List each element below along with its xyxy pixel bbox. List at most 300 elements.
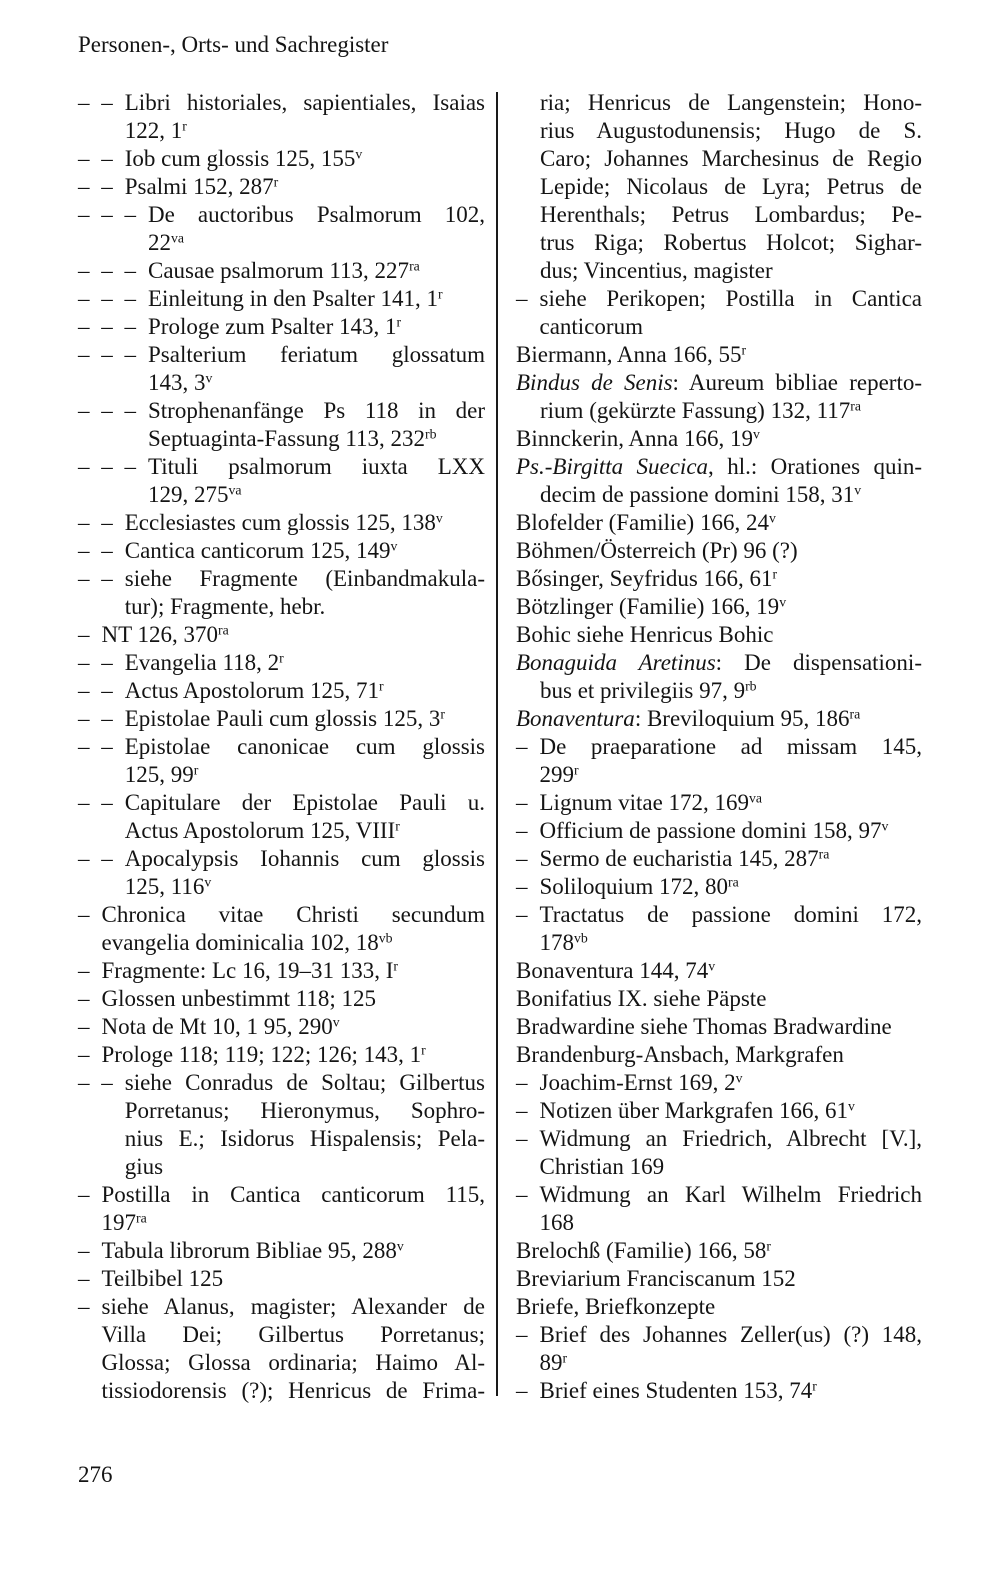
entry-body [540, 789, 923, 817]
index-line [516, 565, 922, 593]
index-line [148, 201, 485, 229]
italic-name: Bindus de Senis [516, 370, 673, 395]
entry-body [102, 1265, 486, 1293]
index-line [148, 341, 485, 369]
index-line [516, 453, 922, 481]
entry-text: Glossa; Glossa ordinaria; Haimo Al- [101, 1350, 485, 1375]
entry-body [516, 621, 922, 649]
index-line [516, 229, 922, 257]
index-line [516, 985, 922, 1013]
folio-superscript: ra [850, 398, 861, 414]
folio-superscript: r [273, 174, 279, 190]
index-line [102, 929, 486, 957]
index-line [148, 257, 485, 285]
entry-dash: – [516, 1322, 528, 1347]
entry-dash: – – [78, 734, 113, 759]
entry-text: Evangelia 118, 2 [124, 650, 280, 675]
index-line [102, 621, 486, 649]
index-line [102, 1209, 486, 1237]
index-line [540, 1377, 923, 1405]
entry-text: Bonaventura 144, 74 [516, 958, 709, 983]
entry-dash: – [516, 1182, 528, 1207]
entry-dash: – [516, 1098, 528, 1123]
index-entry [516, 789, 922, 817]
entry-body [540, 1097, 923, 1125]
entry-text: Widmung an Karl Wilhelm Friedrich [539, 1182, 922, 1207]
index-line [540, 873, 923, 901]
index-entry [516, 873, 922, 901]
entry-body [516, 1013, 922, 1041]
entry-dash: – [516, 846, 528, 871]
entry-body [125, 649, 485, 677]
entry-body [540, 1125, 923, 1181]
index-line [125, 705, 485, 733]
folio-superscript: v [779, 594, 787, 610]
index-entry [516, 537, 922, 565]
entry-body [125, 537, 485, 565]
entry-dash: – – – [78, 454, 136, 479]
index-line [516, 117, 922, 145]
index-entry [516, 425, 922, 453]
entry-text: 168 [539, 1210, 574, 1235]
entry-body [125, 845, 485, 901]
index-entry [516, 1069, 922, 1097]
index-entry [78, 649, 485, 677]
index-line [102, 1237, 486, 1265]
index-line [540, 901, 923, 929]
index-entry [516, 985, 922, 1013]
entry-text: Brandenburg-Ansbach, Markgrafen [516, 1042, 844, 1067]
entry-text: Böhmen/Österreich (Pr) 96 (?) [516, 538, 798, 563]
entry-text: 122, 1 [124, 118, 183, 143]
entry-text: Chronica vitae Christi secundum [101, 902, 485, 927]
entry-body [516, 1293, 922, 1321]
entry-dash: – [78, 1042, 90, 1067]
entry-text: Joachim-Ernst 169, 2 [539, 1070, 736, 1095]
index-line [540, 313, 923, 341]
index-line [540, 817, 923, 845]
index-line [125, 845, 485, 873]
entry-text: : Breviloquium 95, 186 [634, 706, 850, 731]
entry-text: Prologe zum Psalter 143, 1 [148, 314, 397, 339]
entry-text: Brelochß (Familie) 166, 58 [516, 1238, 767, 1263]
entry-body [540, 873, 923, 901]
folio-superscript: v [332, 1014, 340, 1030]
index-line [125, 1153, 485, 1181]
index-entry [78, 733, 485, 789]
index-entry [78, 89, 485, 145]
entry-text: Notizen über Markgrafen 166, 61 [539, 1098, 848, 1123]
entry-body [148, 285, 485, 313]
index-entry [516, 285, 922, 341]
index-line [516, 341, 922, 369]
page-number: 276 [78, 1462, 113, 1487]
entry-body [516, 985, 922, 1013]
index-entry [78, 173, 485, 201]
folio-superscript: v [396, 1238, 404, 1254]
index-line [125, 89, 485, 117]
entry-body [125, 677, 485, 705]
entry-body [540, 845, 923, 873]
index-entry [78, 705, 485, 733]
entry-text: evangelia dominicalia 102, 18 [101, 930, 379, 955]
entry-dash: – [516, 874, 528, 899]
entry-text: 125, 116 [124, 874, 205, 899]
index-entry [516, 1041, 922, 1069]
entry-text: Breviarium Franciscanum 152 [516, 1266, 796, 1291]
index-line [540, 789, 923, 817]
entry-dash: – – – [78, 258, 136, 283]
entry-dash: – [78, 958, 90, 983]
entry-text: 197 [101, 1210, 136, 1235]
index-entry [78, 901, 485, 957]
folio-superscript: r [396, 314, 402, 330]
entry-body [148, 397, 485, 453]
entry-text: Libri historiales, sapientiales, Isaias [124, 90, 485, 115]
index-line [148, 425, 485, 453]
italic-name: Bonaventura [516, 706, 635, 731]
entry-text: 178 [539, 930, 574, 955]
index-entry [78, 145, 485, 173]
entry-body [125, 509, 485, 537]
entry-body [102, 985, 486, 1013]
entry-text: 22 [148, 230, 171, 255]
entry-dash: – – – [78, 342, 136, 367]
entry-text: , hl.: Orationes quin- [708, 454, 923, 479]
index-line [125, 1097, 485, 1125]
entry-text: Cantica canticorum 125, 149 [124, 538, 391, 563]
index-line [148, 285, 485, 313]
index-line [102, 1349, 486, 1377]
entry-dash: – [78, 902, 90, 927]
running-header: Personen-, Orts- und Sachregister [78, 32, 389, 57]
index-line [540, 761, 923, 789]
folio-superscript: v [847, 1098, 855, 1114]
index-line [102, 985, 486, 1013]
entry-text: Bradwardine siehe Thomas Bradwardine [516, 1014, 892, 1039]
index-entry [78, 313, 485, 341]
entry-text: Binnckerin, Anna 166, 19 [516, 426, 753, 451]
entry-dash: – [516, 790, 528, 815]
index-entry [78, 565, 485, 621]
folio-superscript: r [766, 1238, 772, 1254]
folio-superscript: r [393, 958, 399, 974]
index-entry [516, 1265, 922, 1293]
index-entry [516, 1181, 922, 1237]
index-entry [516, 1293, 922, 1321]
entry-text: rius Augustodunensis; Hugo de S. [540, 118, 922, 143]
entry-text: De praeparatione ad missam 145, [539, 734, 922, 759]
entry-text: Ecclesiastes cum glossis 125, 138 [124, 510, 436, 535]
entry-text: Apocalypsis Iohannis cum glossis [124, 846, 485, 871]
entry-text: tissiodorensis (?); Henricus de Frima- [101, 1378, 485, 1403]
index-entry [78, 621, 485, 649]
index-entry [78, 1013, 485, 1041]
entry-body [125, 89, 485, 145]
entry-text: rium (gekürzte Fassung) 132, 117 [540, 398, 851, 423]
index-line [516, 173, 922, 201]
index-line [102, 1181, 486, 1209]
index-line [102, 957, 486, 985]
entry-dash: – [516, 818, 528, 843]
index-line [540, 1153, 923, 1181]
entry-body [125, 145, 485, 173]
folio-superscript: ra [409, 258, 420, 274]
index-line [125, 761, 485, 789]
entry-text: Teilbibel 125 [101, 1266, 224, 1291]
index-line [148, 453, 485, 481]
index-entry [516, 1097, 922, 1125]
index-entry [78, 201, 485, 257]
index-line [540, 1181, 923, 1209]
index-entry [516, 1125, 922, 1181]
entry-text: Actus Apostolorum 125, 71 [124, 678, 380, 703]
entry-body [540, 1069, 923, 1097]
entry-text: Soliloquium 172, 80 [539, 874, 728, 899]
index-line [148, 481, 485, 509]
index-entry [78, 341, 485, 397]
index-line [516, 537, 922, 565]
folio-superscript: v [390, 538, 398, 554]
index-entry [78, 985, 485, 1013]
folio-superscript: v [708, 958, 716, 974]
entry-text: siehe Perikopen; Postilla in Cantica [539, 286, 922, 311]
folio-superscript: v [881, 818, 889, 834]
folio-superscript: r [440, 706, 445, 722]
index-line [148, 397, 485, 425]
entry-dash: – [78, 1266, 90, 1291]
entry-text: 143, 3 [148, 370, 206, 395]
index-entry [78, 1293, 485, 1405]
entry-text: Bősinger, Seyfridus 166, 61 [516, 566, 773, 591]
entry-dash: – – [78, 174, 113, 199]
index-line [102, 901, 486, 929]
entry-text: 125, 99 [124, 762, 194, 787]
folio-superscript: vb [574, 930, 588, 946]
index-line [516, 1237, 922, 1265]
entry-text: siehe Fragmente (Einbandmakula- [124, 566, 485, 591]
index-line [102, 1377, 486, 1405]
folio-superscript: va [171, 230, 185, 246]
folio-superscript: rb [745, 678, 757, 694]
entry-body [540, 901, 923, 957]
entry-text: NT 126, 370 [101, 622, 218, 647]
index-line [125, 145, 485, 173]
index-line [516, 509, 922, 537]
folio-superscript: v [355, 146, 363, 162]
index-line [516, 425, 922, 453]
index-entry [516, 341, 922, 369]
folio-superscript: r [421, 1042, 426, 1058]
entry-body [148, 453, 485, 509]
entry-body [102, 1013, 486, 1041]
entry-body [102, 957, 486, 985]
entry-text: Brief des Johannes Zeller(us) (?) 148, [539, 1322, 922, 1347]
entry-dash: – [516, 1378, 528, 1403]
entry-text: Iob cum glossis 125, 155 [124, 146, 356, 171]
entry-body [516, 369, 922, 425]
entry-text: Psalmi 152, 287 [124, 174, 274, 199]
entry-body [102, 1237, 486, 1265]
entry-body [516, 453, 922, 509]
entry-body [125, 733, 485, 789]
entry-text: Epistolae canonicae cum glossis [124, 734, 485, 759]
index-line [540, 1349, 923, 1377]
entry-body [516, 537, 922, 565]
index-entry [516, 957, 922, 985]
index-line [125, 1125, 485, 1153]
entry-body [148, 341, 485, 397]
index-line [516, 957, 922, 985]
entry-text: Biermann, Anna 166, 55 [516, 342, 742, 367]
folio-superscript: r [438, 286, 443, 302]
index-line [125, 593, 485, 621]
entry-text: Herenthals; Petrus Lombardus; Pe- [540, 202, 922, 227]
folio-superscript: r [379, 678, 384, 694]
index-line [540, 1321, 923, 1349]
index-entry [516, 565, 922, 593]
entry-body [540, 285, 923, 341]
folio-superscript: r [772, 566, 778, 582]
italic-name: Bonaguida Aretinus [516, 650, 716, 675]
entry-text: Blofelder (Familie) 166, 24 [516, 510, 769, 535]
index-entry [516, 649, 922, 705]
index-entry [516, 1237, 922, 1265]
index-line [516, 621, 922, 649]
entry-text: Prologe 118; 119; 122; 126; 143, 1 [101, 1042, 422, 1067]
index-line [125, 817, 485, 845]
entry-dash: – – [78, 846, 113, 871]
index-entry [516, 593, 922, 621]
entry-text: Villa Dei; Gilbertus Porretanus; [101, 1322, 485, 1347]
folio-superscript: r [193, 762, 199, 778]
entry-body [102, 1041, 486, 1069]
entry-body [540, 1321, 923, 1377]
entry-text: Psalterium feriatum glossatum [148, 342, 485, 367]
index-line [540, 845, 923, 873]
entry-body [540, 1181, 923, 1237]
entry-dash: – [516, 1126, 528, 1151]
entry-text: tur); Fragmente, hebr. [124, 594, 326, 619]
entry-text: nius E.; Isidorus Hispalensis; Pela- [124, 1126, 485, 1151]
folio-superscript: v [768, 510, 776, 526]
index-line [125, 789, 485, 817]
entry-text: Tractatus de passione domini 172, [539, 902, 922, 927]
index-line [516, 257, 922, 285]
index-line [516, 369, 922, 397]
index-line [540, 1125, 923, 1153]
entry-text: Tituli psalmorum iuxta LXX [148, 454, 485, 479]
folio-superscript: r [182, 118, 187, 134]
entry-text: Porretanus; Hieronymus, Sophro- [124, 1098, 485, 1123]
index-line [516, 89, 922, 117]
folio-superscript: r [279, 650, 284, 666]
folio-superscript: ra [218, 622, 229, 638]
entry-body [540, 733, 923, 789]
index-line [516, 649, 922, 677]
index-line [516, 397, 922, 425]
entry-body [516, 1265, 922, 1293]
index-line [102, 1013, 486, 1041]
entry-body [125, 705, 485, 733]
entry-dash: – – [78, 90, 113, 115]
entry-text: Bohic siehe Henricus Bohic [516, 622, 774, 647]
index-entry [78, 285, 485, 313]
index-line [516, 677, 922, 705]
column-rule [496, 92, 498, 1396]
index-line [540, 929, 923, 957]
entry-text: Lepide; Nicolaus de Lyra; Petrus de [540, 174, 922, 199]
entry-text: Epistolae Pauli cum glossis 125, 3 [124, 706, 441, 731]
entry-body [102, 901, 486, 957]
entry-text: Widmung an Friedrich, Albrecht [V.], [539, 1126, 922, 1151]
entry-text: Bonifatius IX. siehe Päpste [516, 986, 767, 1011]
index-entry [516, 1013, 922, 1041]
entry-text: Tabula librorum Bibliae 95, 288 [101, 1238, 397, 1263]
entry-text: Capitulare der Epistolae Pauli u. [124, 790, 485, 815]
index-line [125, 565, 485, 593]
entry-text: : Aureum bibliae reperto- [672, 370, 922, 395]
folio-superscript: va [749, 790, 763, 806]
index-entry [78, 677, 485, 705]
index-entry [78, 397, 485, 453]
entry-body [102, 1293, 486, 1405]
entry-text: Einleitung in den Psalter 141, 1 [148, 286, 439, 311]
entry-body [516, 341, 922, 369]
index-line [125, 509, 485, 537]
entry-text: gius [124, 1154, 164, 1179]
folio-superscript: ra [728, 874, 739, 890]
folio-superscript: rb [425, 426, 437, 442]
entry-dash: – [78, 1238, 90, 1263]
entry-body [102, 1181, 486, 1237]
index-line [148, 229, 485, 257]
entry-text: Postilla in Cantica canticorum 115, [101, 1182, 485, 1207]
entry-dash: – [516, 902, 528, 927]
entry-body [540, 1377, 923, 1405]
entry-text: Sermo de eucharistia 145, 287 [539, 846, 819, 871]
index-entry [78, 1265, 485, 1293]
index-line [516, 705, 922, 733]
entry-body [125, 173, 485, 201]
index-entry [78, 957, 485, 985]
entry-dash: – – – [78, 202, 136, 227]
entry-text: Strophenanfänge Ps 118 in der [148, 398, 485, 423]
index-line [125, 117, 485, 145]
entry-text: Brief eines Studenten 153, 74 [539, 1378, 813, 1403]
entry-body [516, 1237, 922, 1265]
entry-text: Briefe, Briefkonzepte [516, 1294, 716, 1319]
entry-body [516, 1041, 922, 1069]
entry-dash: – – – [78, 286, 136, 311]
entry-dash: – [78, 986, 90, 1011]
entry-dash: – – [78, 678, 113, 703]
folio-superscript: ra [849, 706, 861, 722]
index-entry [78, 1181, 485, 1237]
entry-dash: – [78, 622, 90, 647]
index-line [125, 677, 485, 705]
entry-dash: – [516, 1070, 528, 1095]
entry-dash: – – [78, 1070, 113, 1095]
index-line [540, 1209, 923, 1237]
index-entry [78, 1041, 485, 1069]
entry-text: canticorum [539, 314, 643, 339]
entry-text: Actus Apostolorum 125, VIII [124, 818, 396, 843]
entry-text: trus Riga; Robertus Holcot; Sighar- [540, 230, 922, 255]
entry-text: ria; Henricus de Langenstein; Hono- [540, 90, 922, 115]
index-line [148, 313, 485, 341]
entry-body [148, 257, 485, 285]
